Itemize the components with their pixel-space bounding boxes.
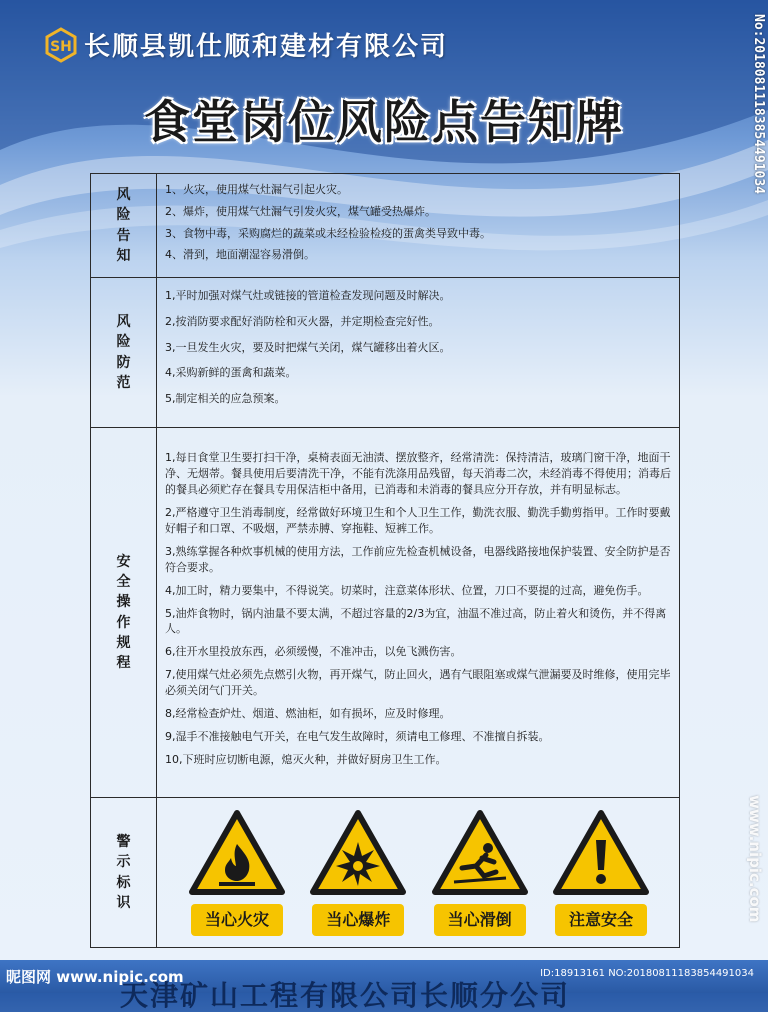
warning-sign-slip — [430, 810, 530, 936]
header — [0, 0, 768, 170]
footer-company-name: 天津矿山工程有限公司长顺分公司 — [120, 979, 571, 1012]
footer-watermark-id: ID:18913161 NO:20180811183854491034 — [540, 968, 754, 979]
list-item: 8,经常检查炉灶、烟道、燃油柜，如有损坏，应及时修理。 — [165, 707, 451, 721]
footer-watermark-site: 昵图网 www.nipic.com — [6, 968, 184, 986]
svg-text:SH: SH — [50, 39, 72, 55]
list-item: 3、食物中毒，采购腐烂的蔬菜或未经检验检疫的蛋禽类导致中毒。 — [165, 226, 491, 240]
section-label: 安全操作规程 — [116, 553, 131, 672]
risk-board — [90, 173, 680, 948]
list-item: 5,制定相关的应急预案。 — [165, 392, 286, 406]
list-item: 6,往开水里投放东西，必须缓慢，不准冲击，以免飞溅伤害。 — [165, 645, 462, 659]
warning-sign-caution — [551, 810, 651, 936]
sign-label: 当心滑倒 — [434, 904, 526, 936]
exclamation-warning-icon — [553, 810, 649, 896]
explosion-warning-icon — [310, 810, 406, 896]
watermark-id: No:20180811183854491034 — [751, 14, 766, 195]
list-item: 4,加工时，精力要集中，不得说笑。切菜时，注意菜体形状、位置，刀口不要提的过高，避免伤手。 — [165, 583, 649, 597]
section-notice — [91, 174, 680, 278]
watermark-site: www.nipic.com — [746, 795, 764, 923]
section-label: 风险防范 — [116, 313, 131, 391]
section-label: 风险告知 — [116, 186, 131, 264]
section-prevention — [91, 278, 680, 428]
section-label: 警示标识 — [116, 833, 131, 911]
list-item: 7,使用煤气灶必须先点燃引火物，再开煤气，防止回火，遇有气眼阻塞或煤气泄漏要及时维修，使用完毕必须关闭气门开关。 — [165, 668, 671, 698]
list-item: 4,采购新鲜的蛋禽和蔬菜。 — [165, 366, 297, 380]
list-item: 4、滑到，地面潮湿容易滑倒。 — [165, 248, 315, 262]
list-item: 1、火灾，使用煤气灶漏气引起火灾。 — [165, 182, 348, 196]
list-item: 9,湿手不准接触电气开关，在电气发生故障时，须请电工修理、不准擅自拆装。 — [165, 730, 550, 744]
list-item: 3,一旦发生火灾，要及时把煤气关闭，煤气罐移出着火区。 — [165, 340, 451, 354]
list-item: 2,严格遵守卫生消毒制度，经常做好环境卫生和个人卫生工作，勤洗衣服、勤洗手勤剪指甲。工作时要戴好帽子和口罩、不吸烟，严禁赤膊、穿拖鞋、短裤工作。 — [165, 505, 671, 535]
section-warnings — [91, 798, 680, 948]
list-item: 5,油炸食物时，锅内油量不要太满，不超过容量的2/3为宜，油温不准过高，防止着火和烫伤，并不得离人。 — [165, 606, 667, 636]
page-title: 食堂岗位风险点告知牌 — [144, 95, 624, 149]
list-item: 10,下班时应切断电源，熄灭火种，并做好厨房卫生工作。 — [165, 753, 447, 767]
fire-warning-icon — [189, 810, 285, 896]
slip-warning-icon — [432, 810, 528, 896]
sign-label: 当心火灾 — [191, 904, 283, 936]
sign-label: 当心爆炸 — [312, 904, 404, 936]
sign-label: 注意安全 — [555, 904, 647, 936]
company-name: 长顺县凯仕顺和建材有限公司 — [84, 32, 449, 62]
sh-monogram-logo — [44, 28, 78, 62]
section-procedures — [91, 428, 680, 798]
list-item: 2、爆炸，使用煤气灶漏气引发火灾，煤气罐受热爆炸。 — [165, 204, 436, 218]
list-item: 1,每日食堂卫生要打扫干净，桌椅表面无油渍、摆放整齐，经常清洗：保持清洁，玻璃门窗干净，地面干净、无烟蒂。餐具使用后要清洗干净，不能有洗涤用品残留，每天消毒二次，未经消毒不得使用；消毒后的餐具必须贮存在餐具专用保洁柜中备用，已消毒和未消毒的餐具应分开存放，并有明显标志。 — [165, 451, 671, 496]
list-item: 2,按消防要求配好消防栓和灭火器，并定期检查完好性。 — [165, 314, 440, 328]
list-item: 1,平时加强对煤气灶或链接的管道检查发现问题及时解决。 — [165, 288, 451, 302]
warning-sign-explosion — [308, 810, 408, 936]
warning-sign-fire — [187, 810, 287, 936]
list-item: 3,熟练掌握各种炊事机械的使用方法，工作前应先检查机械设备，电器线路接地保护装置、安全防护是否符合要求。 — [165, 544, 671, 574]
